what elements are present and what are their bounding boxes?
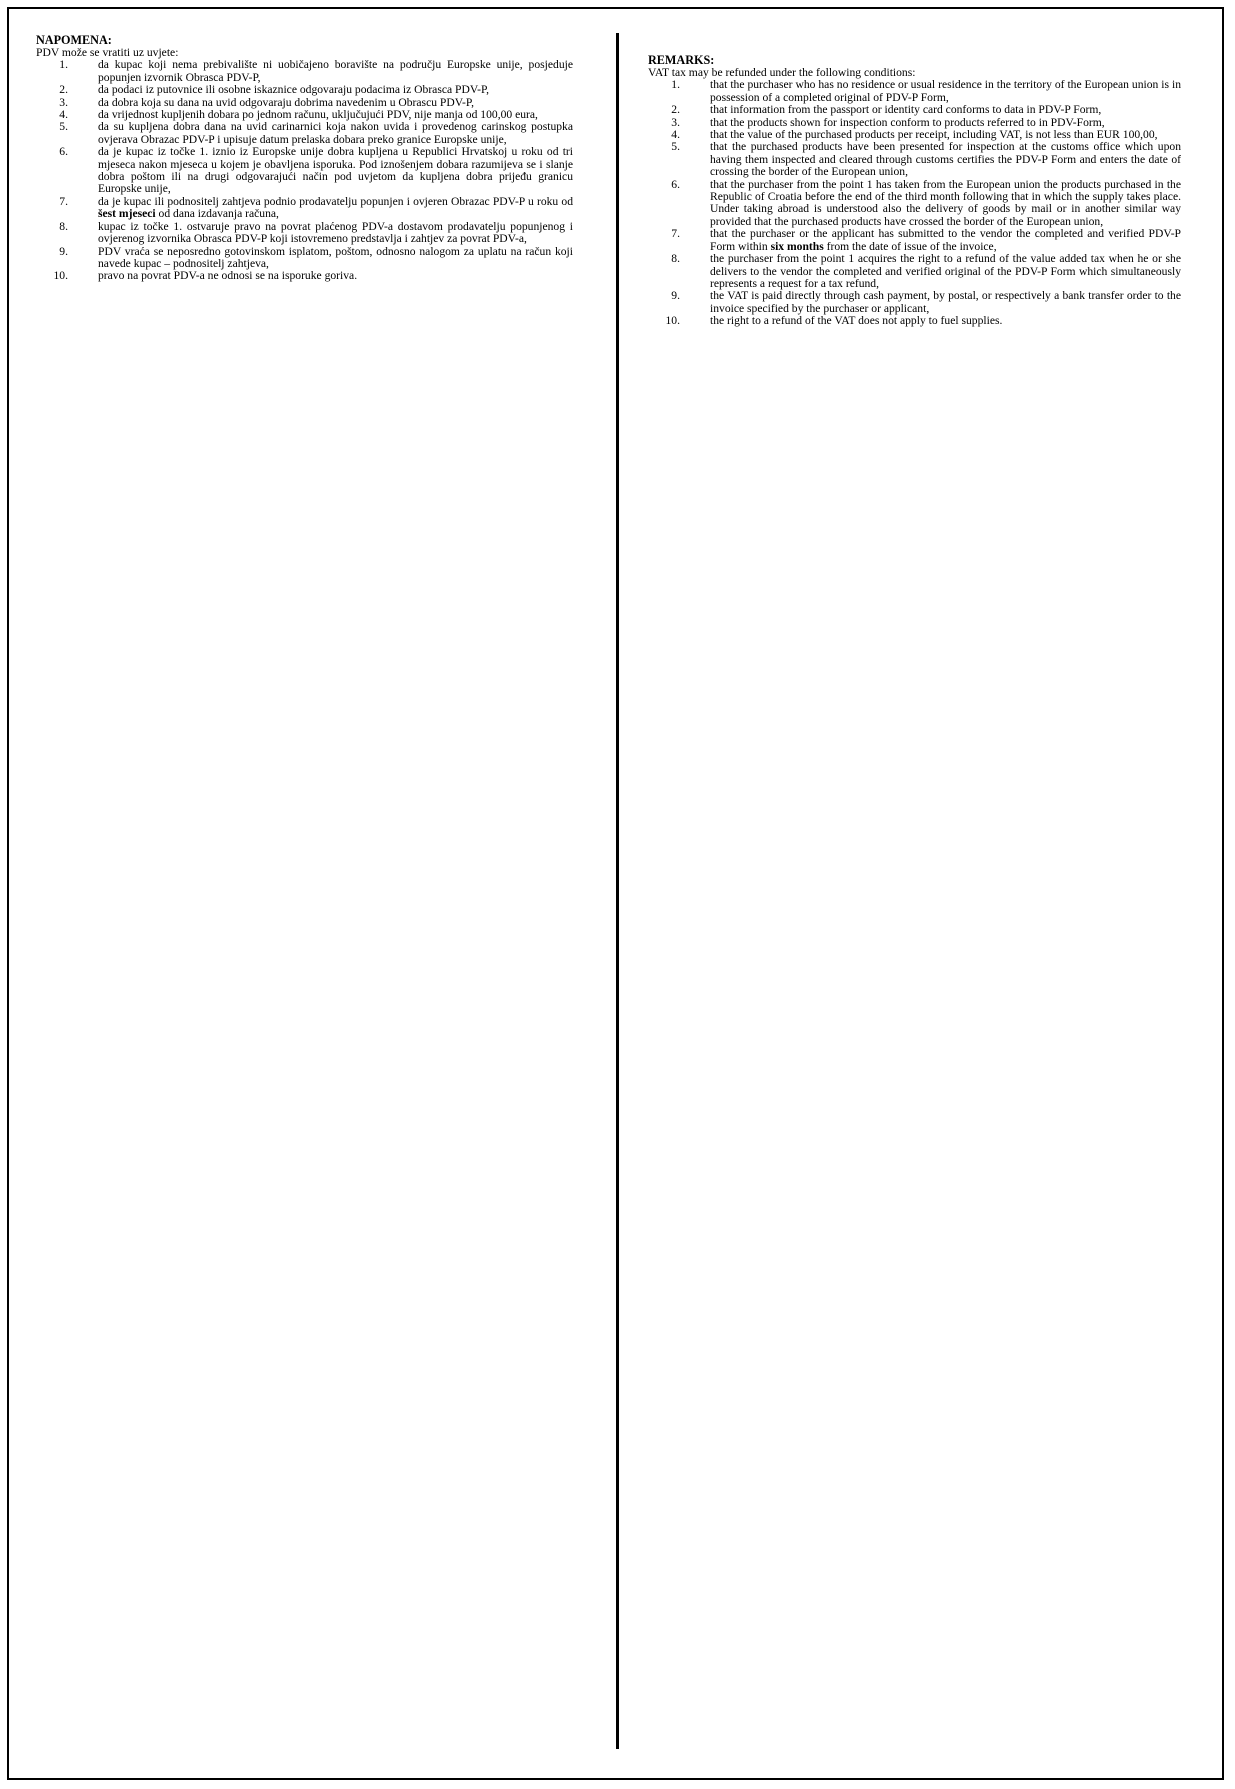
- item-text: da kupac koji nema prebivalište ni uobičajeno boravište na području Europske unije, posjeduje popunjen izvornik Obrasca PDV-P,: [98, 58, 573, 84]
- item-number: 1.: [59, 58, 68, 72]
- item-number: 3.: [59, 95, 68, 109]
- item-text-part: from the date of issue of the invoice,: [823, 239, 997, 253]
- item-text: that the purchaser from the point 1 has taken from the European union the products purchased in the Republic of Croatia before the end of the third month following that in which the supply takes place. Under taking abroad is understood also the delivery of goods by mail or in another similar way provided that the purchased products have crossed the border of the European union,: [710, 177, 1181, 228]
- list-item: [36, 84, 573, 96]
- item-number: 4.: [671, 128, 680, 142]
- item-text: [98, 196, 573, 221]
- item-number: 8.: [671, 252, 680, 266]
- list-item: [36, 221, 573, 246]
- list-item: [36, 246, 573, 271]
- list-item: [648, 290, 1181, 315]
- item-number: 5.: [671, 140, 680, 154]
- list-item: [648, 228, 1181, 253]
- item-text: that the purchaser who has no residence or usual residence in the territory of the European union is in possession of a completed original of PDV-P Form,: [710, 78, 1181, 104]
- item-number: 4.: [59, 108, 68, 122]
- item-text: da je kupac iz točke 1. iznio iz Europske unije dobra kupljena u Republici Hrvatskoj u roku od tri mjeseca nakon mjeseca u kojem je obavljena isporuka. Pod iznošenjem dobara razumijeva se i slanje dobra poštom ili na drugi odgovarajući način pod uvjetom da kupljena dobra prijeđu granicu Europske unije,: [98, 145, 573, 196]
- remarks-heading: REMARKS:: [648, 53, 715, 67]
- item-number: 1.: [671, 78, 680, 92]
- deadline-emphasis: šest mjeseci: [98, 207, 156, 221]
- item-text-part: that the purchaser or the applicant has submitted to the vendor the completed and verified PDV-P Form within: [710, 227, 1181, 253]
- item-text: da vrijednost kupljenih dobara po jednom računu, uključujući PDV, nije manja od 100,00 eura,: [98, 108, 538, 122]
- item-number: 6.: [59, 145, 68, 159]
- item-text: that the products shown for inspection conform to products referred to in PDV-Form,: [710, 115, 1105, 129]
- item-number: 2.: [671, 103, 680, 117]
- item-number: 5.: [59, 120, 68, 134]
- item-text: the right to a refund of the VAT does not apply to fuel supplies.: [710, 314, 1003, 328]
- item-text-part: da je kupac ili podnositelj zahtjeva podnio prodavatelju popunjen i ovjeren Obrazac PDV-P u roku od: [98, 194, 573, 208]
- item-text: da podaci iz putovnice ili osobne iskaznice odgovaraju podacima iz Obrasca PDV-P,: [98, 83, 490, 97]
- column-divider: [616, 33, 619, 1749]
- item-text: that information from the passport or identity card conforms to data in PDV-P Form,: [710, 103, 1102, 117]
- item-text: the purchaser from the point 1 acquires the right to a refund of the value added tax when he or she delivers to the vendor the completed and verified original of the PDV-P Form which simultaneously represents a request for a tax refund,: [710, 252, 1181, 290]
- list-item: [648, 141, 1181, 178]
- list-item: [36, 121, 573, 146]
- item-number: 8.: [59, 219, 68, 233]
- croatian-remarks-column: [36, 34, 573, 283]
- item-text: PDV vraća se neposredno gotovinskom isplatom, poštom, odnosno nalogom za uplatu na račun koji navede kupac – podnositelj zahtjeva,: [98, 244, 573, 270]
- napomena-heading: NAPOMENA:: [36, 33, 112, 47]
- list-item: [36, 59, 573, 84]
- list-item: [36, 196, 573, 221]
- item-number: 7.: [671, 227, 680, 241]
- remarks-intro: VAT tax may be refunded under the following conditions:: [648, 66, 916, 79]
- list-item: [648, 315, 1181, 327]
- item-number: 3.: [671, 115, 680, 129]
- item-number: 9.: [671, 289, 680, 303]
- item-number: 7.: [59, 194, 68, 208]
- remarks-list: [648, 79, 1181, 327]
- list-item: [36, 146, 573, 196]
- list-item: [648, 253, 1181, 290]
- item-number: 2.: [59, 83, 68, 97]
- list-item: [648, 179, 1181, 229]
- list-item: [648, 104, 1181, 116]
- item-text: that the purchased products have been presented for inspection at the customs office which upon having them inspected and cleared through customs certifies the PDV-P Form and enters the date of crossing the border of the European union,: [710, 140, 1181, 179]
- item-text: [710, 228, 1181, 253]
- item-number: 6.: [671, 177, 680, 191]
- napomena-intro: PDV može se vratiti uz uvjete:: [36, 46, 179, 59]
- item-number: 10.: [665, 314, 680, 328]
- english-remarks-column: [648, 54, 1181, 328]
- item-text: pravo na povrat PDV-a ne odnosi se na isporuke goriva.: [98, 269, 358, 283]
- list-item: [648, 79, 1181, 104]
- item-text: that the value of the purchased products per receipt, including VAT, is not less than EUR 100,00,: [710, 128, 1158, 142]
- item-text: da su kupljena dobra dana na uvid carinarnici koja nakon uvida i provedenog carinskog postupka ovjerava Obrazac PDV-P i upisuje datum prelaska dobara preko granice Europske unije,: [98, 120, 573, 146]
- item-text: da dobra koja su dana na uvid odgovaraju dobrima navedenim u Obrascu PDV-P,: [98, 95, 474, 109]
- item-text: kupac iz točke 1. ostvaruje pravo na povrat plaćenog PDV-a dostavom prodavatelju popunjenog i ovjerenog izvornika Obrasca PDV-P koji istovremeno predstavlja i zahtjev za povrat PDV-a,: [98, 219, 573, 246]
- item-text-part: od dana izdavanja računa,: [155, 207, 279, 221]
- napomena-list: [36, 59, 573, 282]
- item-number: 9.: [59, 244, 68, 258]
- item-number: 10.: [53, 269, 68, 283]
- item-text: the VAT is paid directly through cash payment, by postal, or respectively a bank transfer order to the invoice specified by the purchaser or applicant,: [710, 289, 1181, 315]
- list-item: [36, 270, 573, 282]
- deadline-emphasis: six months: [770, 239, 824, 253]
